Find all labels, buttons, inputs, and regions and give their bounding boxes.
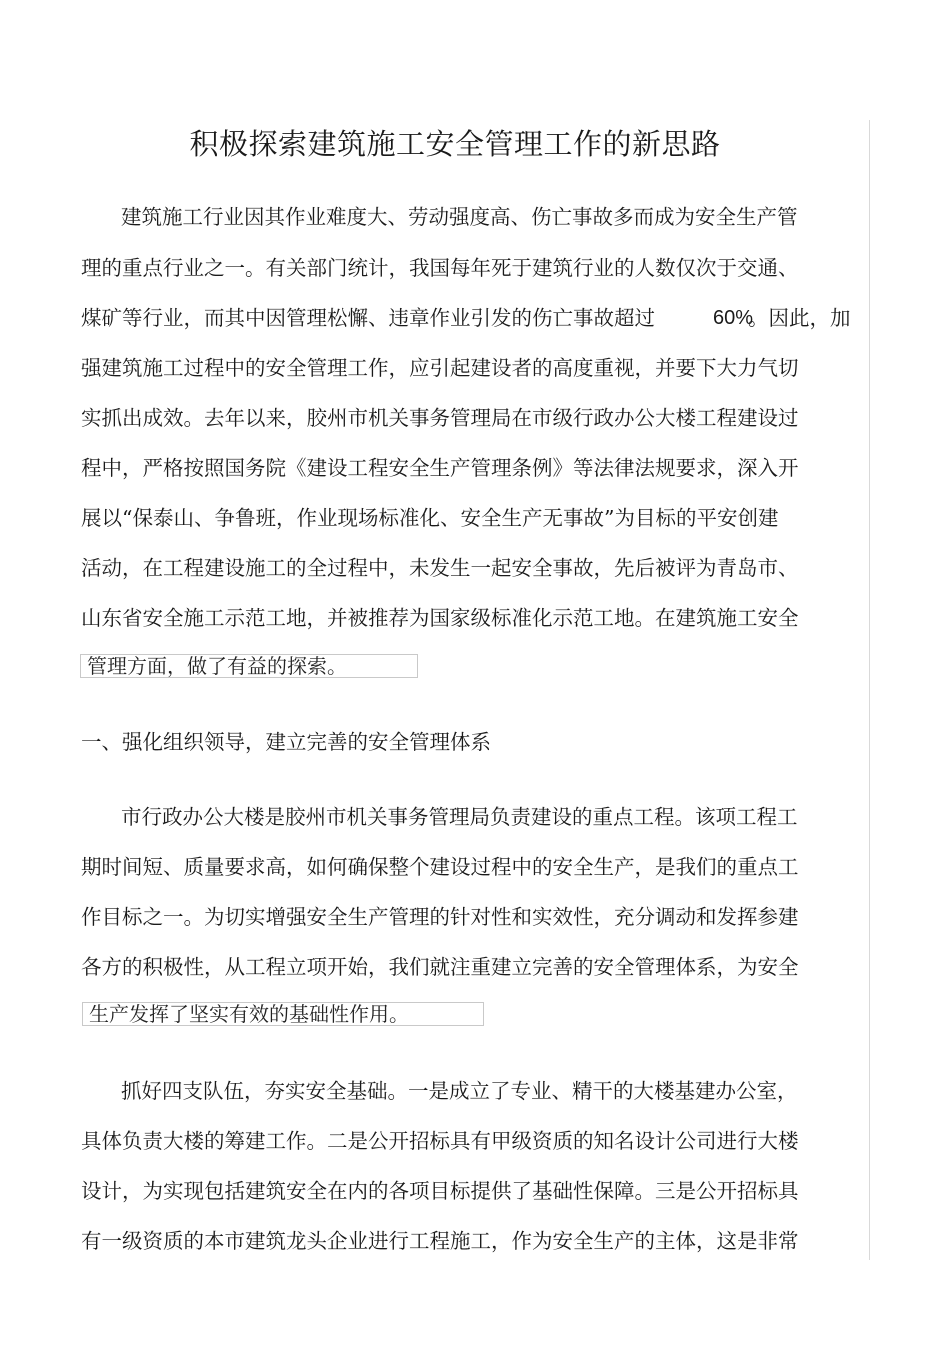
- paragraph-1-line-6: 程中，严格按照国务院《建设工程安全生产管理条例》等法律法规要求，深入开: [81, 456, 799, 480]
- paragraph-1-line-3: 煤矿等行业，而其中因管理松懈、违章作业引发的伤亡事故超过: [81, 306, 655, 330]
- paragraph-2-last-line: 生产发挥了坚实有效的基础性作用。: [82, 1002, 484, 1026]
- paragraph-3-line-1: 抓好四支队伍，夯实安全基础。一是成立了专业、精干的大楼基建办公室，: [121, 1079, 798, 1103]
- paragraph-1-line-9: 山东省安全施工示范工地，并被推荐为国家级标准化示范工地。在建筑施工安全: [81, 606, 799, 630]
- paragraph-1-line-5: 实抓出成效。去年以来，胶州市机关事务管理局在市级行政办公大楼工程建设过: [81, 406, 799, 430]
- paragraph-1-line-4: 强建筑施工过程中的安全管理工作，应引起建设者的高度重视，并要下大力气切: [81, 356, 799, 380]
- paragraph-3-line-4: 有一级资质的本市建筑龙头企业进行工程施工，作为安全生产的主体，这是非常: [81, 1229, 799, 1253]
- paragraph-2-line-2: 期时间短、质量要求高，如何确保整个建设过程中的安全生产，是我们的重点工: [81, 855, 799, 879]
- paragraph-1-line-7: 展以“保泰山、争鲁班，作业现场标准化、安全生产无事故”为目标的平安创建: [81, 506, 779, 530]
- paragraph-3-line-3: 设计，为实现包括建筑安全在内的各项目标提供了基础性保障。三是公开招标具: [81, 1179, 799, 1203]
- paragraph-1-line-2: 理的重点行业之一。有关部门统计，我国每年死于建筑行业的人数仅次于交通、: [81, 256, 799, 280]
- paragraph-2-line-4: 各方的积极性，从工程立项开始，我们就注重建立完善的安全管理体系，为安全: [81, 955, 799, 979]
- paragraph-1-line-8: 活动，在工程建设施工的全过程中，未发生一起安全事故，先后被评为青岛市、: [81, 556, 799, 580]
- percent-value: 60%: [713, 307, 754, 329]
- paragraph-2-line-1: 市行政办公大楼是胶州市机关事务管理局负责建设的重点工程。该项工程工: [121, 805, 798, 829]
- paragraph-1-last-line: 管理方面，做了有益的探索。: [80, 654, 418, 678]
- paragraph-3-line-2: 具体负责大楼的筹建工作。二是公开招标具有甲级资质的知名设计公司进行大楼: [81, 1129, 799, 1153]
- paragraph-1-line-3-tail: 。因此，加: [748, 306, 851, 330]
- document-title: 积极探索建筑施工安全管理工作的新思路: [189, 127, 721, 161]
- page-edge-divider: [869, 120, 870, 1260]
- paragraph-2-line-3: 作目标之一。为切实增强安全生产管理的针对性和实效性，充分调动和发挥参建: [81, 905, 799, 929]
- section-heading-1: 一、强化组织领导，建立完善的安全管理体系: [81, 730, 491, 754]
- paragraph-1-line-1: 建筑施工行业因其作业难度大、劳动强度高、伤亡事故多而成为安全生产管: [121, 205, 798, 229]
